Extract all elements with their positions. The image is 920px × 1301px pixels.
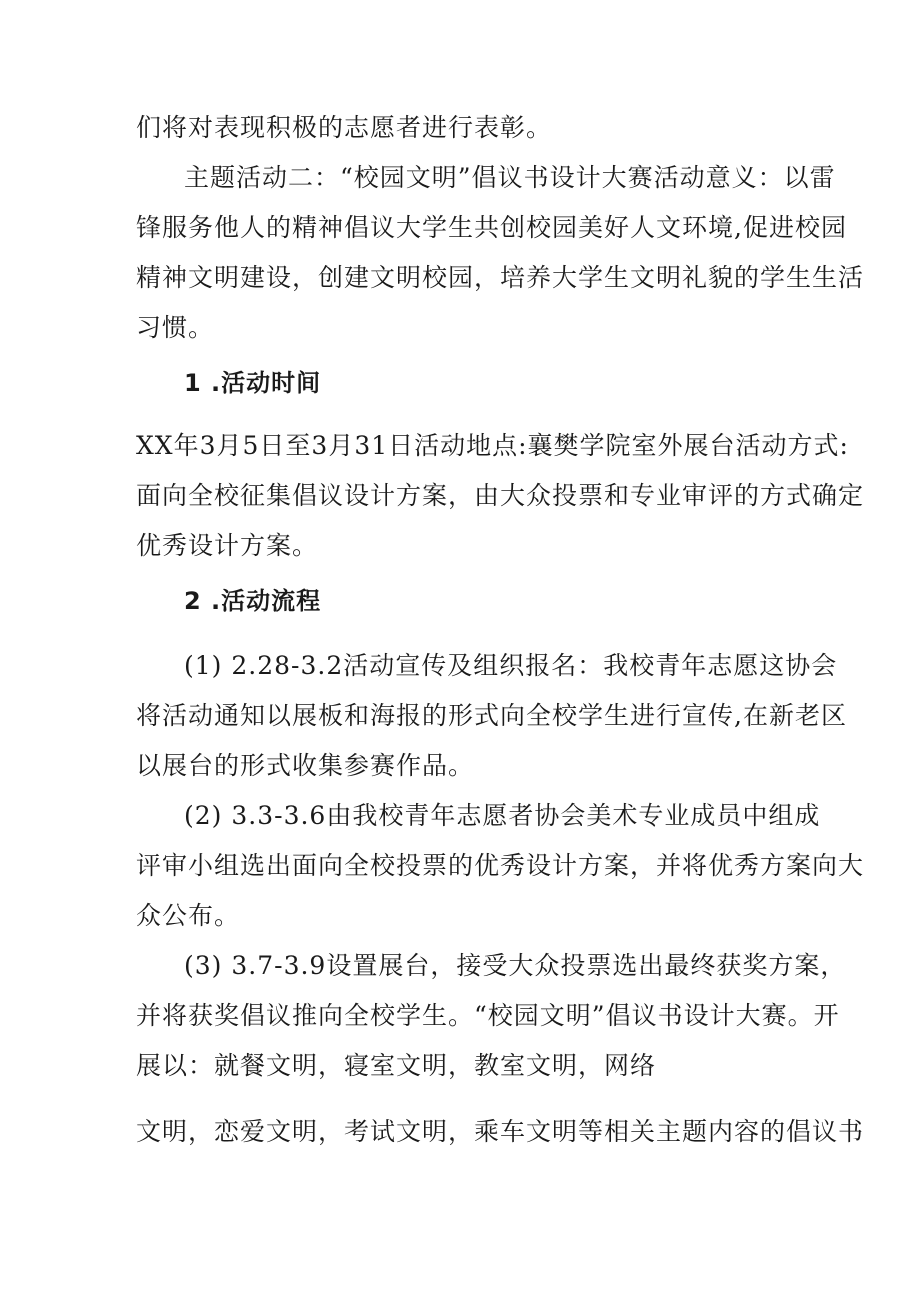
text-line: 并将获奖倡议推向全校学生。“校园文明”倡议书设计大赛。开 (136, 1001, 840, 1030)
text-line: 评审小组选出面向全校投票的优秀设计方案，并将优秀方案向大 (136, 851, 865, 880)
text-line: (2) 3.3-3.6由我校青年志愿者协会美术专业成员中组成 (184, 801, 821, 830)
text-line: 众公布。 (136, 901, 241, 930)
text-line: 将活动通知以展板和海报的形式向全校学生进行宣传,在新老区 (136, 701, 847, 730)
section-heading: 1 .活动时间 (184, 369, 322, 397)
text-line: 习惯。 (136, 313, 215, 342)
text-line: 文明，恋爱文明，考试文明，乘车文明等相关主题内容的倡议书 (136, 1117, 865, 1146)
text-line: (1) 2.28-3.2活动宣传及组织报名：我校青年志愿这协会 (184, 651, 838, 680)
text-line: 精神文明建设，创建文明校园，培养大学生文明礼貌的学生生活 (136, 263, 865, 292)
text-line: 们将对表现积极的志愿者进行表彰。 (136, 113, 553, 142)
text-line: 锋服务他人的精神倡议大学生共创校园美好人文环境,促进校园 (136, 213, 847, 242)
text-line: 面向全校征集倡议设计方案，由大众投票和专业审评的方式确定 (136, 481, 865, 510)
text-line: (3) 3.7-3.9设置展台，接受大众投票选出最终获奖方案， (184, 951, 847, 980)
text-line: 以展台的形式收集参赛作品。 (136, 751, 475, 780)
text-line: 主题活动二：“校园文明”倡议书设计大赛活动意义：以雷 (184, 163, 836, 192)
text-line: XX年3月5日至3月31日活动地点:襄樊学院室外展台活动方式: (136, 431, 849, 460)
text-line: 展以：就餐文明，寝室文明，教室文明，网络 (136, 1051, 657, 1080)
text-line: 优秀设计方案。 (136, 531, 319, 560)
section-heading: 2 .活动流程 (184, 587, 322, 615)
